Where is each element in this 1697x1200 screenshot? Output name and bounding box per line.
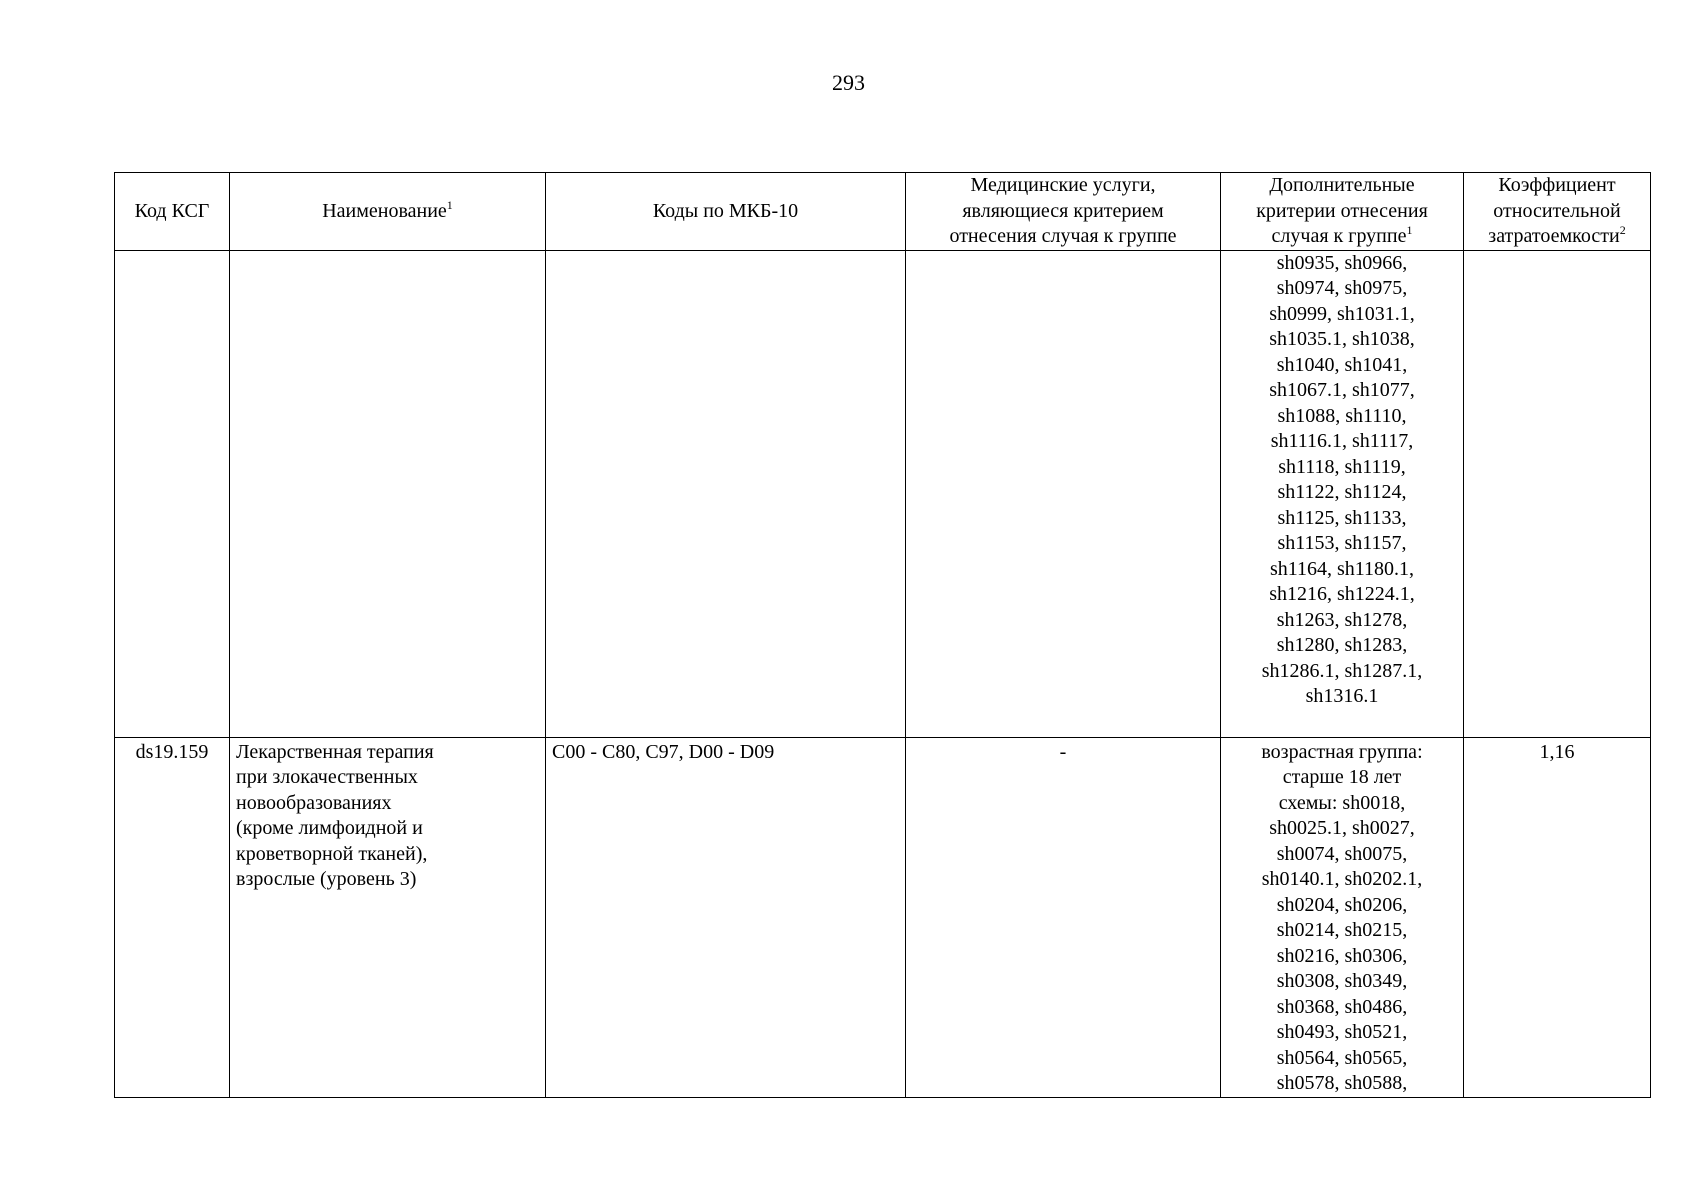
cell-icd [546,250,906,737]
extra-line: sh0564, sh0565, [1276,1046,1408,1069]
extra-line: sh1125, sh1133, [1277,506,1407,529]
table-row [115,250,1651,737]
name-line: взрослые (уровень 3) [236,868,417,890]
header-coef-line: относительной [1493,199,1621,222]
cell-coefficient: 1,16 [1464,737,1651,1097]
extra-line: sh0578, sh0588, [1276,1072,1408,1094]
cell-extra-criteria [1221,250,1464,737]
header-code: Код КСГ [115,173,230,251]
header-name [230,173,546,251]
page-number: 293 [832,70,865,95]
header-coefficient [1464,173,1651,251]
extra-line: sh1040, sh1041, [1276,353,1408,376]
extra-line: старше 18 лет [1282,766,1402,788]
header-name-label: Наименование [322,199,447,222]
extra-line: sh1164, sh1180.1, [1269,557,1415,580]
cell-icd: C00 - C80, C97, D00 - D09 [546,737,906,1097]
extra-line: sh1116.1, sh1117, [1270,430,1414,452]
cell-services: - [906,737,1221,1097]
header-extra-line: критерии отнесения [1256,199,1428,222]
extra-line: sh0140.1, sh0202.1, [1261,868,1423,890]
extra-line: sh0308, sh0349, [1276,970,1408,992]
cell-name [230,250,546,737]
cell-services [906,250,1221,737]
table-row [115,737,1651,1097]
name-line: при злокачественных [236,766,418,788]
header-services [906,173,1221,251]
cell-code [115,250,230,737]
ksg-table [114,172,1651,1098]
extra-line: sh1216, sh1224.1, [1269,583,1415,605]
extra-line: sh1153, sh1157, [1277,532,1407,554]
cell-name [230,737,546,1097]
name-line: Лекарственная терапия [236,740,434,763]
extra-line: sh1035.1, sh1038, [1269,328,1415,350]
header-extra-line [1227,224,1457,250]
extra-line: sh0204, sh0206, [1276,893,1408,916]
footnote-marker: 1 [1406,223,1413,237]
name-line: кроветворной тканей), [236,842,428,865]
header-services-line: Медицинские услуги, [970,174,1156,196]
extra-line: sh1088, sh1110, [1277,404,1407,427]
cell-code: ds19.159 [115,737,230,1097]
cell-coefficient [1464,250,1651,737]
extra-line: sh0214, sh0215, [1276,919,1408,941]
extra-line: sh1067.1, sh1077, [1269,379,1415,401]
extra-line: sh1118, sh1119, [1278,455,1406,478]
cell-extra-criteria [1221,737,1464,1097]
header-services-line: отнесения случая к группе [949,225,1177,247]
extra-line: sh1122, sh1124, [1277,481,1407,503]
header-icd: Коды по МКБ-10 [546,173,906,251]
table-header-row [115,173,1651,251]
extra-line: sh0368, sh0486, [1276,995,1408,1018]
extra-line: sh0999, sh1031.1, [1269,302,1415,325]
extra-line: sh0025.1, sh0027, [1269,817,1415,839]
extra-line: схемы: sh0018, [1278,791,1406,814]
header-extra-label: случая к группе [1271,225,1407,247]
extra-line: sh0074, sh0075, [1276,842,1408,865]
footnote-marker: 2 [1619,223,1626,237]
name-line: новообразованиях [236,791,392,814]
extra-line: возрастная группа: [1261,740,1423,763]
extra-line: sh0935, sh0966, [1276,251,1408,274]
name-line: (кроме лимфоидной и [236,817,423,839]
header-extra-criteria [1221,173,1464,251]
footnote-marker: 1 [446,197,453,212]
extra-line: sh1263, sh1278, [1276,608,1408,631]
header-coef-line: Коэффициент [1498,174,1616,196]
extra-line: sh1286.1, sh1287.1, [1261,659,1423,682]
extra-line: sh1316.1 [1305,685,1379,707]
header-services-line: являющиеся критерием [962,199,1164,222]
header-coef-label: затратоемкости [1488,225,1620,247]
extra-line: sh1280, sh1283, [1276,634,1408,656]
header-extra-line: Дополнительные [1269,174,1415,196]
header-coef-line [1470,224,1644,250]
extra-line: sh0216, sh0306, [1276,944,1408,967]
extra-line: sh0493, sh0521, [1276,1021,1408,1043]
extra-line: sh0974, sh0975, [1276,277,1408,299]
